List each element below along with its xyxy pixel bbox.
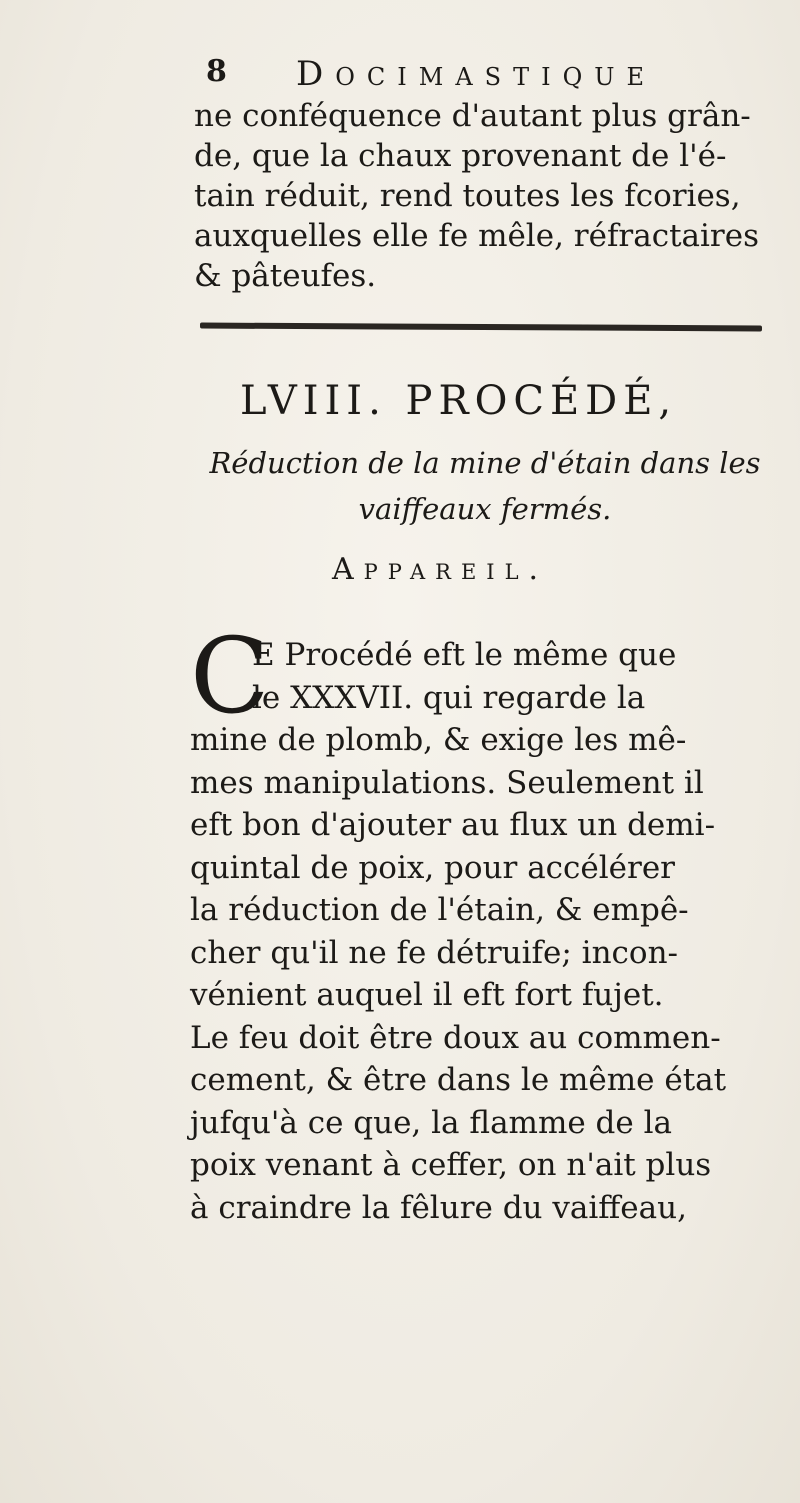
text-line: de, que la chaux provenant de l'é-	[194, 138, 727, 174]
paragraph-line: jufqu'à ce que, la flamme de la	[190, 1104, 672, 1141]
paragraph-line: poix venant à ceffer, on n'ait plus	[190, 1147, 712, 1183]
paragraph-line: eft bon d'ajouter au flux un demi-	[190, 807, 716, 843]
section-title: LVIII. PROCÉDÉ,	[240, 378, 678, 424]
paragraph-line: Le feu doit être doux au commen-	[190, 1019, 721, 1056]
paragraph-line: cher qu'il ne fe détruife; incon-	[190, 934, 679, 971]
body-paragraph	[190, 634, 770, 1229]
subtitle-line: vaiffeaux fermés.	[358, 492, 612, 526]
paragraph-line-text: E Procédé eft le même que	[252, 637, 677, 673]
paragraph-line: mine de plomb, & exige les mê-	[190, 722, 687, 758]
subtitle-line: Réduction de la mine d'étain dans les	[209, 446, 761, 480]
text-line: tain réduit, rend toutes les fcories,	[194, 178, 741, 214]
paragraph-line: à craindre la fêlure du vaiffeau,	[190, 1189, 687, 1226]
text-line: auxquelles elle fe mêle, réfractaires	[194, 218, 760, 254]
paragraph-line: vénient auquel il eft fort fujet.	[190, 977, 664, 1013]
paragraph-line: quintal de poix, pour accélérer	[190, 849, 675, 886]
section-subtitle	[190, 440, 780, 532]
paragraph-line: cement, & être dans le même état	[190, 1062, 727, 1098]
apparatus-heading: Appareil.	[332, 552, 549, 587]
paragraph-line: la réduction de l'étain, & empê-	[190, 892, 689, 928]
section-divider	[200, 323, 762, 332]
text-line: ne conféquence d'autant plus grân-	[194, 98, 751, 134]
drop-cap: C	[190, 615, 270, 737]
paragraph-line: mes manipulations. Seulement il	[190, 764, 704, 801]
text-continuation	[194, 96, 766, 296]
running-head: Docimastique	[296, 54, 657, 94]
text-line: & pâteufes.	[194, 258, 377, 294]
page-number: 8	[206, 54, 227, 89]
paragraph-line-text: le XXXVII. qui regarde la	[252, 679, 646, 716]
paragraph-line	[190, 677, 770, 720]
paragraph-line	[190, 634, 770, 677]
